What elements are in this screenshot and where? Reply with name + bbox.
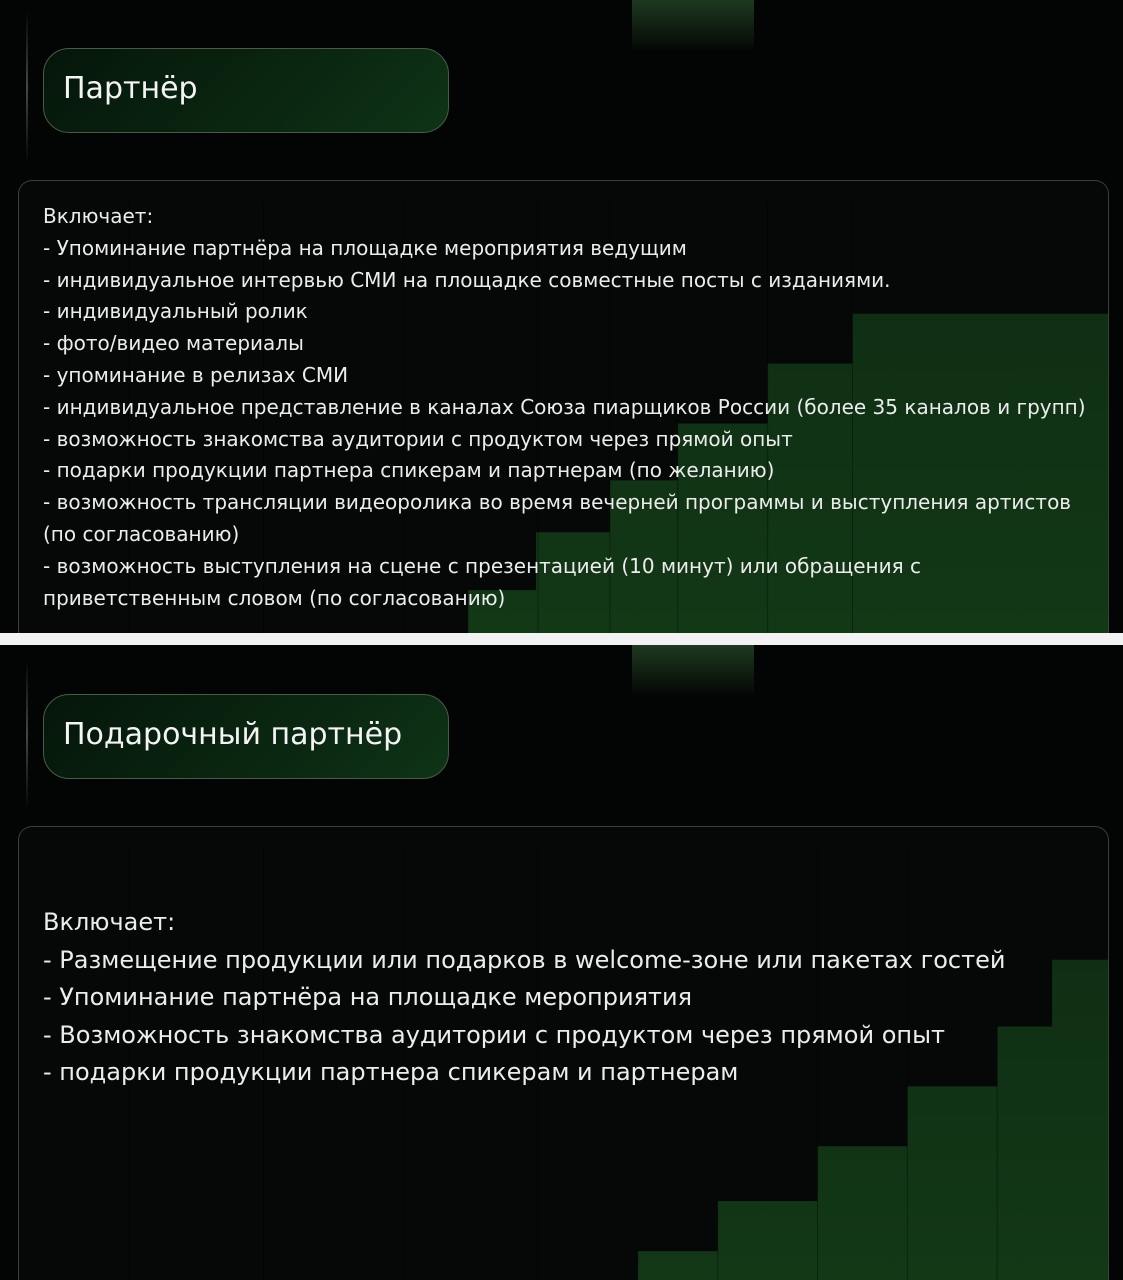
- list-item: - упоминание в релизах СМИ: [43, 362, 349, 387]
- list-item: - Размещение продукции или подарков в welcome-зоне или пакетах гостей: [43, 945, 1006, 974]
- gift-partner-benefits-list: [43, 904, 1098, 1092]
- list-item: - Возможность знакомства аудитории с продуктом через прямой опыт: [43, 1020, 946, 1049]
- list-item: - возможность трансляции видеоролика во время вечерней программы и выступления артистов (по согласованию): [43, 490, 1072, 546]
- decorative-glow: [632, 645, 754, 697]
- benefits-heading: Включает:: [43, 908, 176, 936]
- gift-partner-panel: [0, 645, 1123, 1280]
- partner-title-pill: [43, 48, 449, 133]
- decorative-glow: [632, 0, 754, 52]
- decorative-line: [26, 660, 28, 810]
- list-item: - индивидуальный ролик: [43, 299, 308, 324]
- benefits-heading: Включает:: [43, 204, 154, 228]
- list-item: - подарки продукции партнера спикерам и партнерам: [43, 1058, 739, 1087]
- partner-panel: [0, 0, 1123, 633]
- gift-partner-benefits-card: [18, 826, 1109, 1280]
- list-item: - индивидуальное представление в каналах Союза пиарщиков России (более 35 каналов и групп): [43, 394, 1086, 419]
- list-item: - фото/видео материалы: [43, 331, 304, 356]
- list-item: - возможность знакомства аудитории с продуктом через прямой опыт: [43, 426, 793, 451]
- list-item: - Упоминание партнёра на площадке мероприятия ведущим: [43, 235, 687, 260]
- decorative-line: [26, 10, 28, 165]
- list-item: - индивидуальное интервью СМИ на площадке совместные посты с изданиями.: [43, 267, 891, 292]
- gift-partner-title: Подарочный партнёр: [63, 717, 403, 752]
- list-item: - подарки продукции партнера спикерам и партнерам (по желанию): [43, 458, 775, 483]
- screenshot-divider: [0, 633, 1123, 645]
- list-item: - Упоминание партнёра на площадке мероприятия: [43, 983, 693, 1012]
- partner-benefits-card: [18, 180, 1109, 633]
- list-item: - возможность выступления на сцене с презентацией (10 минут) или обращения с приветственным словом (по согласованию): [43, 553, 922, 610]
- gift-partner-title-pill: [43, 694, 449, 779]
- partner-title: Партнёр: [63, 71, 198, 106]
- partner-benefits-list: [43, 201, 1098, 614]
